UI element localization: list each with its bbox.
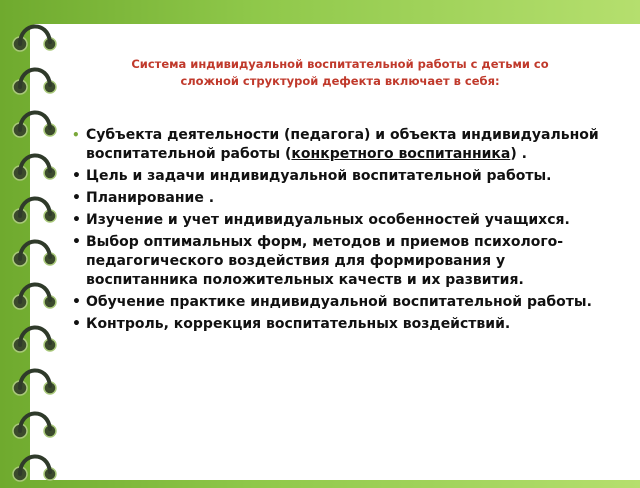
ring-icon [8,104,62,144]
item-text: Выбор оптимальных форм, методов и приемов психолого-педагогического воздействия для формирования у воспитанника положительных качеств и их развития. [86,234,564,288]
title-line-2: сложной структурой дефекта включает в себя: [180,74,500,88]
ring-icon [8,18,62,58]
bullet-icon: • [72,316,81,332]
list-item [72,233,602,290]
notebook-rings [0,0,70,480]
ring-icon [8,362,62,402]
item-text: Цель и задачи индивидуальной воспитательной работы. [86,168,552,184]
ring-icon [8,147,62,187]
item-text: Обучение практике индивидуальной воспитательной работы. [86,294,592,310]
list-item [72,293,602,312]
list-item [72,126,602,164]
ring-icon [8,190,62,230]
ring-icon [8,233,62,273]
item-text: Контроль, коррекция воспитательных воздействий. [86,316,511,332]
bullet-list [72,126,602,337]
item-1-prefix: Субъекта деятельности (педагога) и объекта индивидуальной воспитательной работы ( [86,127,599,162]
ring-icon [8,319,62,359]
title-line-1: Система индивидуальной воспитательной работы с детьми со [131,57,549,71]
bullet-icon: • [72,190,81,206]
bullet-icon: • [72,128,80,142]
item-1-suffix: ) . [510,146,527,162]
item-text: Изучение и учет индивидуальных особенностей учащихся. [86,212,570,228]
bullet-icon: • [72,168,81,184]
bullet-icon: • [72,294,81,310]
ring-icon [8,61,62,101]
bullet-icon: • [72,234,81,250]
ring-icon [8,405,62,445]
slide-title [85,56,595,90]
list-item [72,167,602,186]
list-item [72,189,602,208]
item-text: Планирование . [86,190,215,206]
list-item [72,211,602,230]
bullet-icon: • [72,212,81,228]
list-item [72,315,602,334]
ring-icon [8,448,62,488]
item-1-link[interactable]: конкретного воспитанника [291,146,511,162]
ring-icon [8,276,62,316]
